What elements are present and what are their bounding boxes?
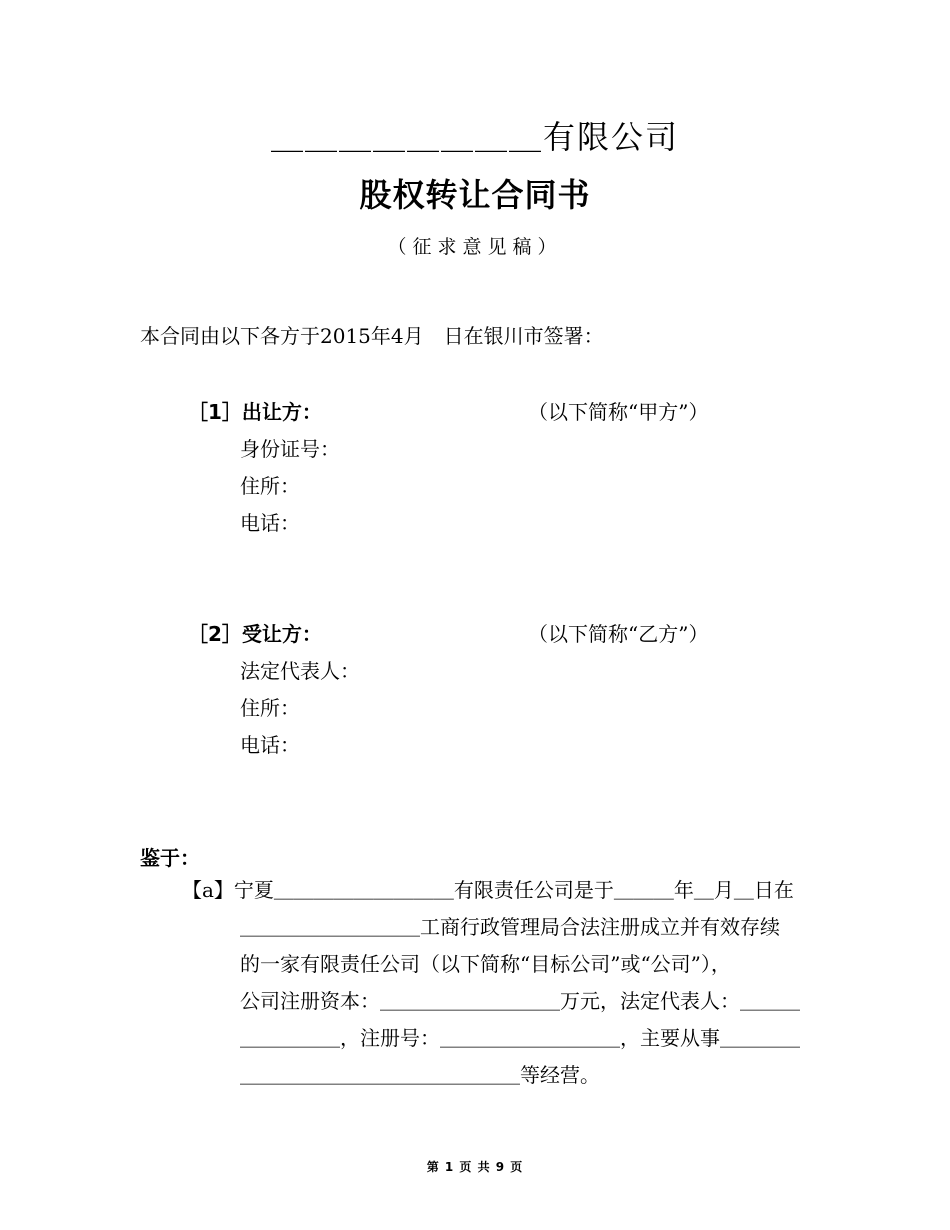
- whereas-item-a: [182, 872, 812, 1094]
- party1-address-field: 住所：: [240, 474, 300, 498]
- party2-label: ［2］受让方：: [188, 622, 322, 646]
- whereas-item-a-line: 公司注册资本：＿＿＿＿＿＿＿＿＿万元，法定代表人：＿＿＿: [240, 989, 800, 1013]
- whereas-item-a-line: 的一家有限责任公司（以下简称“目标公司”或“公司”），: [240, 952, 731, 976]
- document-title: 股权转让合同书: [359, 176, 591, 214]
- whereas-item-a-line: 【a】宁夏＿＿＿＿＿＿＿＿＿有限责任公司是于＿＿＿年＿月＿日在: [182, 878, 794, 902]
- company-name: ＿＿＿＿＿＿＿＿有限公司: [270, 118, 679, 156]
- party1-alias: （以下简称“甲方”）: [528, 400, 709, 424]
- party1-id-field: 身份证号：: [240, 437, 340, 461]
- party2-representative-field: 法定代表人：: [240, 659, 360, 683]
- whereas-item-a-line: ＿＿＿＿＿，注册号：＿＿＿＿＿＿＿＿＿，主要从事＿＿＿＿: [240, 1026, 800, 1050]
- document-subtitle: （征求意见稿）: [387, 236, 563, 258]
- party2-alias: （以下简称“乙方”）: [528, 622, 709, 646]
- whereas-heading: 鉴于：: [140, 846, 200, 870]
- party2-phone-field: 电话：: [240, 733, 300, 757]
- intro-sentence: 本合同由以下各方于2015年4月 日在银川市签署：: [140, 324, 604, 348]
- whereas-item-a-line: ＿＿＿＿＿＿＿＿＿＿＿＿＿＿等经营。: [240, 1063, 600, 1087]
- party1-phone-field: 电话：: [240, 511, 300, 535]
- party1-label: ［1］出让方：: [188, 400, 322, 424]
- whereas-item-a-line: ＿＿＿＿＿＿＿＿＿工商行政管理局合法注册成立并有效存续: [240, 915, 780, 939]
- page-footer: 第 1 页 共 9 页: [426, 1160, 524, 1174]
- party2-address-field: 住所：: [240, 696, 300, 720]
